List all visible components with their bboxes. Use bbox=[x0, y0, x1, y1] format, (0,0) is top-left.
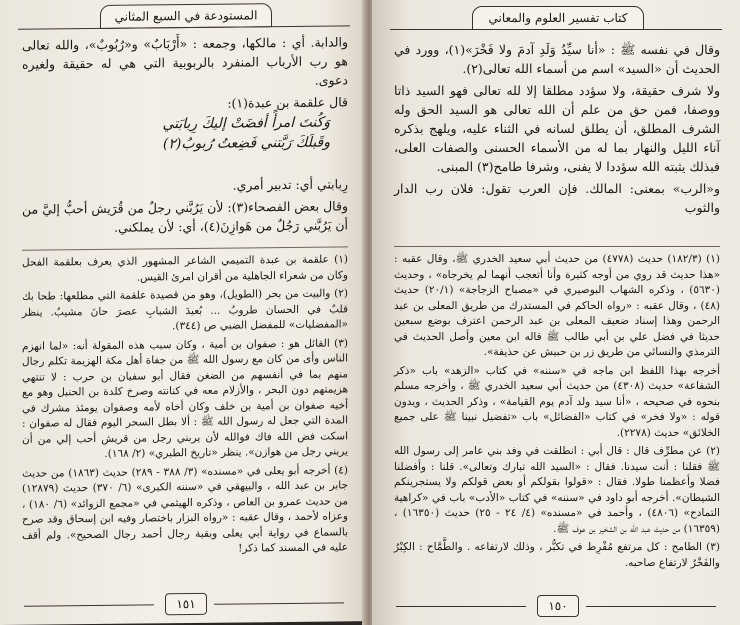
footer-rule bbox=[214, 602, 344, 604]
footnote: (٣) القائل هو : صفوان بن أمية ، وكان سبب هذه المقولة أنه: «لما انهزم الناس وأى من كان مع رسول الله ﷺ من جفاة أهل مكة الهزيمة تكلم رجال منهم بما في أنفسهم من الضغن فقال أبو سفيان بن حرب : لا تنتهي هزيمتهم دون البحر ، والأزلام معه في كنانته وصرخ كلدة بن الحنبل وهو مع أخيه صفوان بن أمية بن خلف وكان أخاه لأمه وصفوان يومئذ مشرك في المدة التي جعل له رسول الله ﷺ : ألا بطل السحر اليوم فقال له صفوان : اسكت فض الله فاك فوالله لأن يربني رجل من قريش أحب إلي من أن يربني رجل من هوازن». ينظر «تاريخ الطبري» (٢/ ١٦٨). bbox=[22, 336, 348, 460]
footnotes bbox=[394, 252, 720, 574]
footer-rule bbox=[24, 604, 154, 606]
poem-verse bbox=[40, 115, 330, 158]
verse-line: وقَبلَكَ رَبَّتني فَضِعتُ رُبوبُ(٢) bbox=[162, 134, 330, 153]
main-text bbox=[394, 40, 720, 220]
footnote-separator bbox=[394, 246, 720, 247]
footnote-separator bbox=[22, 246, 348, 250]
paragraph: و«الرب» بمعنى: المالك. فإن العرب تقول: فلان رب الدار والثوب bbox=[394, 181, 720, 215]
paragraph: وقال بعض الفصحاء(٣): لأن يَرُبَّني رجلٌ من قُرَيش أحبُّ إليَّ من أن يَرُبَّني رَجُلٌ من هَوازِنَ(٤)، أي: لأن يملكني. bbox=[22, 198, 349, 235]
page-number: ١٥١ bbox=[165, 593, 207, 615]
footer-rule bbox=[396, 606, 526, 607]
main-text bbox=[22, 32, 348, 117]
footnotes bbox=[22, 252, 348, 562]
footnote: (٤) أخرجه أبو يعلى في «مسنده» (٣/ ٣٨٨ - ٢٨٩) حديث (١٨٦٣) من حديث جابر بن عبد الله ، والبيهقي في «سننه الكبرى» (٦/ ٣٧٠) حديث (١٢٨٧٩) من حديث عمرو بن العاص ، وذكره الهيثمي في «مجمع الزوائد» (٦/ ١٨٠) ، وعزاه لأحمد ، وقال عقبه : «رواه البزار باختصار وفيه ابن إسحاق وقد صرح بالسماع في رواية أبي يعلى وبقية رجال أحمد رجال الصحيح». ولم أقف عليه في المسند كما ذكر! bbox=[22, 463, 348, 555]
page-number: ١٥٠ bbox=[537, 595, 579, 617]
paragraph: وقال في نفسه ﷺ : «أنا سيِّدُ وَلَدِ آدمَ ولا فَخْرَ»(١)، وورد في الحديث أن «السيد» اسم من أسماء الله تعالى(٢). bbox=[394, 42, 720, 76]
verse-line: وَكُنتَ امرأً أفضَتْ إليكَ رِبابَتي bbox=[162, 114, 330, 133]
footnote: أخرجه بهذا اللفظ ابن ماجه في «سننه» في كتاب «الزهد» باب «ذكر الشفاعة» حديث (٤٣٠٨) من حديث أبي سعيد الخدري ﷺ ، وأخرجه مسلم بنحوه في صحيحه ، «أنا سيد ولد آدم يوم القيامة» ، وذكر الحديث ، ويدون قوله : «ولا فخر» في كتاب «الفضائل» باب «تفضيل نبينا ﷺ على جميع الخلائق» حديث (٢٢٧٨). bbox=[394, 364, 720, 439]
page-header: كتاب تفسير العلوم والمعاني bbox=[472, 6, 644, 30]
right-page bbox=[372, 0, 740, 625]
footnote: (١) علقمة بن عبدة التميمي الشاعر المشهور الذي يعرف بعلقمة الفحل وكان من شعراء الجاهلية من أقران امرئ القيس. bbox=[22, 253, 348, 284]
page-header: المستودعة في السبع المثاني bbox=[100, 3, 272, 29]
paragraph: والدابة. أي : مالكها، وجمعه : «أَرْبَابٌ» و«رُبُوبٌ»، والله تعالى هو رب الأرباب المنفرد بالربوبية التي هي له حقيقة ولغيره دعوى. bbox=[22, 34, 348, 88]
footnote: (٣) الطامح : كل مرتفع مُفْرِط في تكبُّر ، وذلك لارتفاعه . والطَّمَّاح : الكِبْرُ والفَخْرُ لارتفاع صاحبه. bbox=[394, 541, 720, 569]
footnote: (٢) والبيت من بحر (الطويل)، وهو من قصيدة علقمة التي مطلعها: طحا بك قلبٌ في الحسان طروبُ ... بُعيدَ الشبابِ عصرَ حانَ مشيبُ. ينظر «المفضليات» للمفضل الضبي ص (٣٤٤). bbox=[22, 287, 348, 333]
footer-rule bbox=[586, 606, 716, 607]
paragraph: ولا شرف حقيقة، ولا سؤدد مطلقا إلا لله تعالى فهو السيد ذاتا ووصفا، فمن حق من علم أن الله تعالى هو السيد الحق وله الشرف المطلق، أن يطلق لسانه في الثناء عليه، ويلهج بذكره آناء الليل والنهار بما له من الأسماء الحسنى والصفات العلى، فبذلك يثبته الله سؤددا لا يفنى، وشرفا طامح(٣) المبنى. bbox=[394, 83, 720, 174]
header-rule bbox=[390, 29, 722, 30]
main-text-continued bbox=[22, 174, 348, 240]
footnote: (١) (١٨٢/٣) حديث (٤٧٧٨) من حديث أبي سعيد الخدري ﷺ، وقال عقبه : «هذا حديث قد روي من أوجه كثيرة وأنا أتعجب أنهما لم يخرجاه» ، وحديث (٥٦٣٠) ، وذكره الشهاب البوصيري في «مصباح الزجاجة» (٢٠/١) حديث (٤٨) ، وقال عقبه : «رواه الحاكم في المستدرك من طريق المعلى بن عبد الرحمن وهذا إسناد ضعيف المعلى بن عبد الرحمن اعترف بوضع سبعين حديثا في فضل علي بن أبي طالب ﷺ قاله ابن معين وأصل الحديث في الترمذي والنسائي من طريق زر بن حبيش عن حذيفة». bbox=[394, 253, 721, 358]
paragraph: رِبابتي أي: تدبير أمري. bbox=[232, 176, 348, 193]
footnote: (٢) عن مطرِّف قال : قال أبي : انطلقت في وفد بني عامر إلى رسول الله ﷺ فقلنا : أنت سيدنا. فقال : «السيد الله تبارك وتعالى». قلنا : وأفضلنا فضلا وأعظمنا طولا. فقال : «قولوا بقولكم أو بعض قولكم ولا يستجرينكم الشيطان». أخرجه أبو داود في «سننه» في كتاب «الأدب» باب في «كراهية التمادح» (٤٨٠٦) ، وأحمد في «مسنده» (٤/ ٢٤ - ٢٥) حديث (١٦٣٥٠) ، (١٦٣٥٩) من حديث عبد الله بن الشخير بن عوف ﷺ. bbox=[394, 445, 720, 535]
left-page bbox=[0, 0, 368, 625]
paragraph: قال علقمة بن عبدة(١): bbox=[227, 94, 348, 111]
